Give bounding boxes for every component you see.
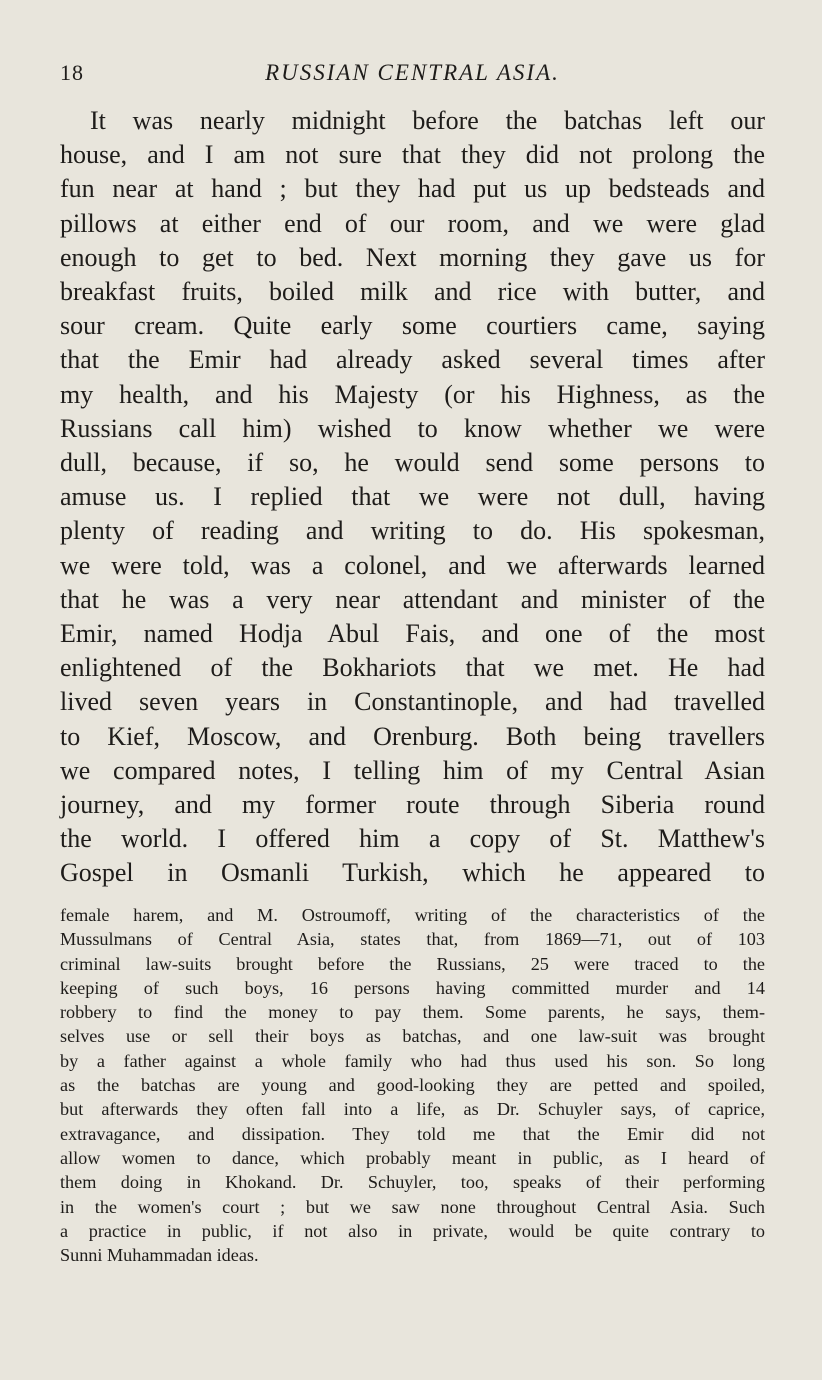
page-number: 18 — [60, 60, 84, 85]
running-head — [60, 60, 765, 90]
footnote-line: them doing in Khokand. Dr. Schuyler, too, speaks of their performing — [60, 1172, 765, 1193]
text-line: that he was a very near attendant and minister of the — [60, 584, 765, 614]
text-line: sour cream. Quite early some courtiers came, saying — [60, 311, 765, 341]
text-line: Gospel in Osmanli Turkish, which he appeared to — [60, 858, 765, 888]
footnote-line: extravagance, and dissipation. They told me that the Emir did not — [60, 1123, 765, 1144]
main-text — [60, 104, 765, 891]
text-line: It was nearly midnight before the batchas left our — [90, 106, 765, 135]
footnote-line: as the batchas are young and good-looking they are petted and spoiled, — [60, 1075, 765, 1096]
text-line: lived seven years in Constantinople, and had travelled — [60, 687, 765, 717]
text-line: pillows at either end of our room, and we were glad — [60, 208, 765, 238]
text-line: Russians call him) wished to know whether we were — [60, 413, 765, 443]
footnote-line: allow women to dance, which probably meant in public, as I heard of — [60, 1147, 765, 1168]
text-line: dull, because, if so, he would send some persons to — [60, 448, 765, 478]
text-line: to Kief, Moscow, and Orenburg. Both being travellers — [60, 721, 765, 751]
text-line: fun near at hand ; but they had put us up bedsteads and — [60, 174, 765, 204]
text-line: we compared notes, I telling him of my Central Asian — [60, 755, 765, 785]
text-line: Emir, named Hodja Abul Fais, and one of the most — [60, 619, 765, 649]
footnote — [60, 903, 765, 1267]
text-line: house, and I am not sure that they did not prolong the — [60, 140, 765, 170]
text-line: enlightened of the Bokhariots that we met. He had — [60, 653, 765, 683]
text-line: that the Emir had already asked several times after — [60, 345, 765, 375]
text-line: amuse us. I replied that we were not dull, having — [60, 482, 765, 512]
footnote-line: but afterwards they often fall into a life, as Dr. Schuyler says, of caprice, — [60, 1099, 765, 1120]
text-line: breakfast fruits, boiled milk and rice with butter, and — [60, 277, 765, 307]
footnote-line: female harem, and M. Ostroumoff, writing of the characteristics of the — [60, 905, 765, 925]
footnote-line: criminal law-suits brought before the Russians, 25 were traced to the — [60, 953, 765, 974]
text-line: enough to get to bed. Next morning they gave us for — [60, 242, 765, 272]
running-title: RUSSIAN CENTRAL ASIA. — [265, 60, 560, 85]
footnote-line: selves use or sell their boys as batchas, and one law-suit was brought — [60, 1026, 765, 1047]
footnote-line: robbery to find the money to pay them. Some parents, he says, them- — [60, 1002, 765, 1023]
footnote-line: Sunni Muhammadan ideas. — [60, 1245, 259, 1266]
footnote-line: Mussulmans of Central Asia, states that, from 1869—71, out of 103 — [60, 929, 765, 950]
text-line: journey, and my former route through Siberia round — [60, 790, 765, 820]
footnote-line: a practice in public, if not also in private, would be quite contrary to — [60, 1220, 765, 1241]
text-line: we were told, was a colonel, and we afterwards learned — [60, 550, 765, 580]
footnote-line: in the women's court ; but we saw none throughout Central Asia. Such — [60, 1196, 765, 1217]
text-line: plenty of reading and writing to do. His spokesman, — [60, 516, 765, 546]
text-line: the world. I offered him a copy of St. Matthew's — [60, 824, 765, 854]
main-paragraph — [60, 104, 765, 138]
footnote-line: by a father against a whole family who had thus used his son. So long — [60, 1050, 765, 1071]
footnote-line: keeping of such boys, 16 persons having committed murder and 14 — [60, 977, 765, 998]
text-line: my health, and his Majesty (or his Highness, as the — [60, 379, 765, 409]
